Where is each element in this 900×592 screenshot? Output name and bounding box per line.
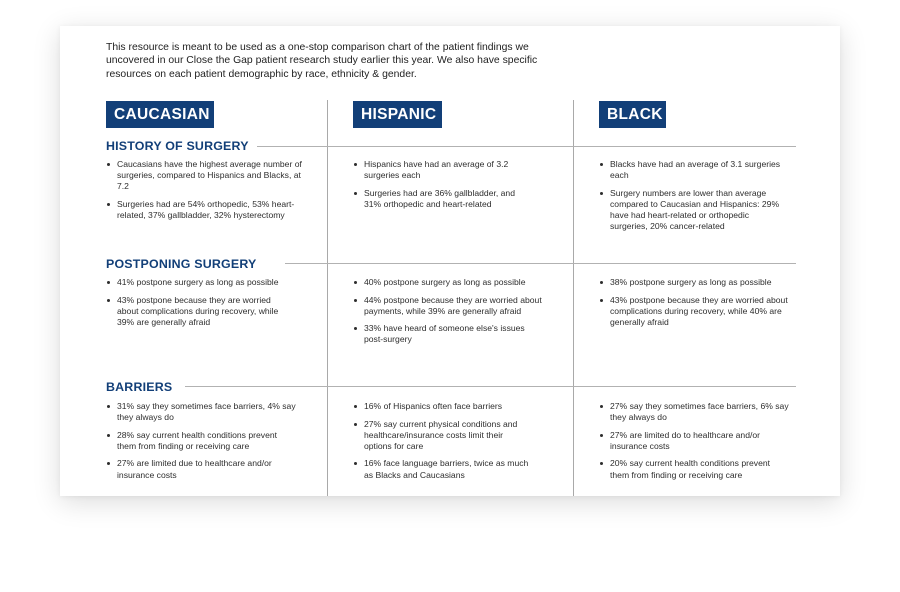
list-item: Caucasians have the highest average number of surgeries, compared to Hispanics and Blacks, at 7.2 bbox=[106, 159, 306, 193]
column-divider-2 bbox=[573, 100, 574, 496]
section-title-history-of-surgery: HISTORY OF SURGERY bbox=[106, 139, 257, 153]
list-item: 44% postpone because they are worried about payments, while 39% are generally afraid bbox=[353, 295, 543, 317]
list-item: 28% say current health conditions prevent them from finding or receiving care bbox=[106, 430, 296, 452]
list-item: 40% postpone surgery as long as possible bbox=[353, 277, 543, 288]
list-item: Blacks have had an average of 3.1 surgeries each bbox=[599, 159, 784, 181]
history-hispanic-list bbox=[353, 159, 528, 216]
list-item: 16% face language barriers, twice as much as Blacks and Caucasians bbox=[353, 458, 533, 480]
list-item: 38% postpone surgery as long as possible bbox=[599, 277, 789, 288]
history-caucasian-list bbox=[106, 159, 306, 228]
list-item: Hispanics have had an average of 3.2 surgeries each bbox=[353, 159, 528, 181]
list-item: 43% postpone because they are worried about complications during recovery, while 39% are generally afraid bbox=[106, 295, 294, 329]
list-item: 31% say they sometimes face barriers, 4% say they always do bbox=[106, 401, 296, 423]
postponing-black-list bbox=[599, 277, 789, 334]
intro-paragraph: This resource is meant to be used as a one-stop comparison chart of the patient findings we uncovered in our Close the Gap patient research study earlier this year. We also have specific resources on each patient demographic by race, ethnicity & gender. bbox=[106, 42, 538, 80]
section-rule-barriers bbox=[185, 386, 796, 387]
list-item: 33% have heard of someone else's issues post-surgery bbox=[353, 323, 543, 345]
list-item: 27% say current physical conditions and healthcare/insurance costs limit their options for care bbox=[353, 419, 533, 453]
list-item: 20% say current health conditions prevent them from finding or receiving care bbox=[599, 458, 789, 480]
column-header-caucasian: CAUCASIAN bbox=[106, 101, 214, 128]
list-item: Surgeries had are 54% orthopedic, 53% heart-related, 37% gallbladder, 32% hysterectomy bbox=[106, 199, 306, 221]
section-rule-history bbox=[255, 146, 796, 147]
barriers-black-list bbox=[599, 401, 789, 487]
list-item: 27% are limited do to healthcare and/or insurance costs bbox=[599, 430, 789, 452]
barriers-caucasian-list bbox=[106, 401, 296, 487]
barriers-hispanic-list bbox=[353, 401, 533, 487]
history-black-list bbox=[599, 159, 784, 239]
list-item: Surgeries had are 36% gallbladder, and 31% orthopedic and heart-related bbox=[353, 188, 528, 210]
list-item: Surgery numbers are lower than average compared to Caucasian and Hispanics: 29% have had heart-related or orthopedic surgeries, 20% cancer-related bbox=[599, 188, 784, 233]
column-divider-1 bbox=[327, 100, 328, 496]
list-item: 16% of Hispanics often face barriers bbox=[353, 401, 533, 412]
section-title-barriers: BARRIERS bbox=[106, 380, 180, 394]
list-item: 41% postpone surgery as long as possible bbox=[106, 277, 294, 288]
list-item: 27% are limited due to healthcare and/or insurance costs bbox=[106, 458, 296, 480]
column-header-hispanic: HISPANIC bbox=[353, 101, 442, 128]
section-title-postponing-surgery: POSTPONING SURGERY bbox=[106, 257, 264, 271]
postponing-hispanic-list bbox=[353, 277, 543, 352]
list-item: 27% say they sometimes face barriers, 6% say they always do bbox=[599, 401, 789, 423]
column-header-black: BLACK bbox=[599, 101, 666, 128]
postponing-caucasian-list bbox=[106, 277, 294, 334]
section-rule-postponing bbox=[285, 263, 796, 264]
list-item: 43% postpone because they are worried about complications during recovery, while 40% are generally afraid bbox=[599, 295, 789, 329]
